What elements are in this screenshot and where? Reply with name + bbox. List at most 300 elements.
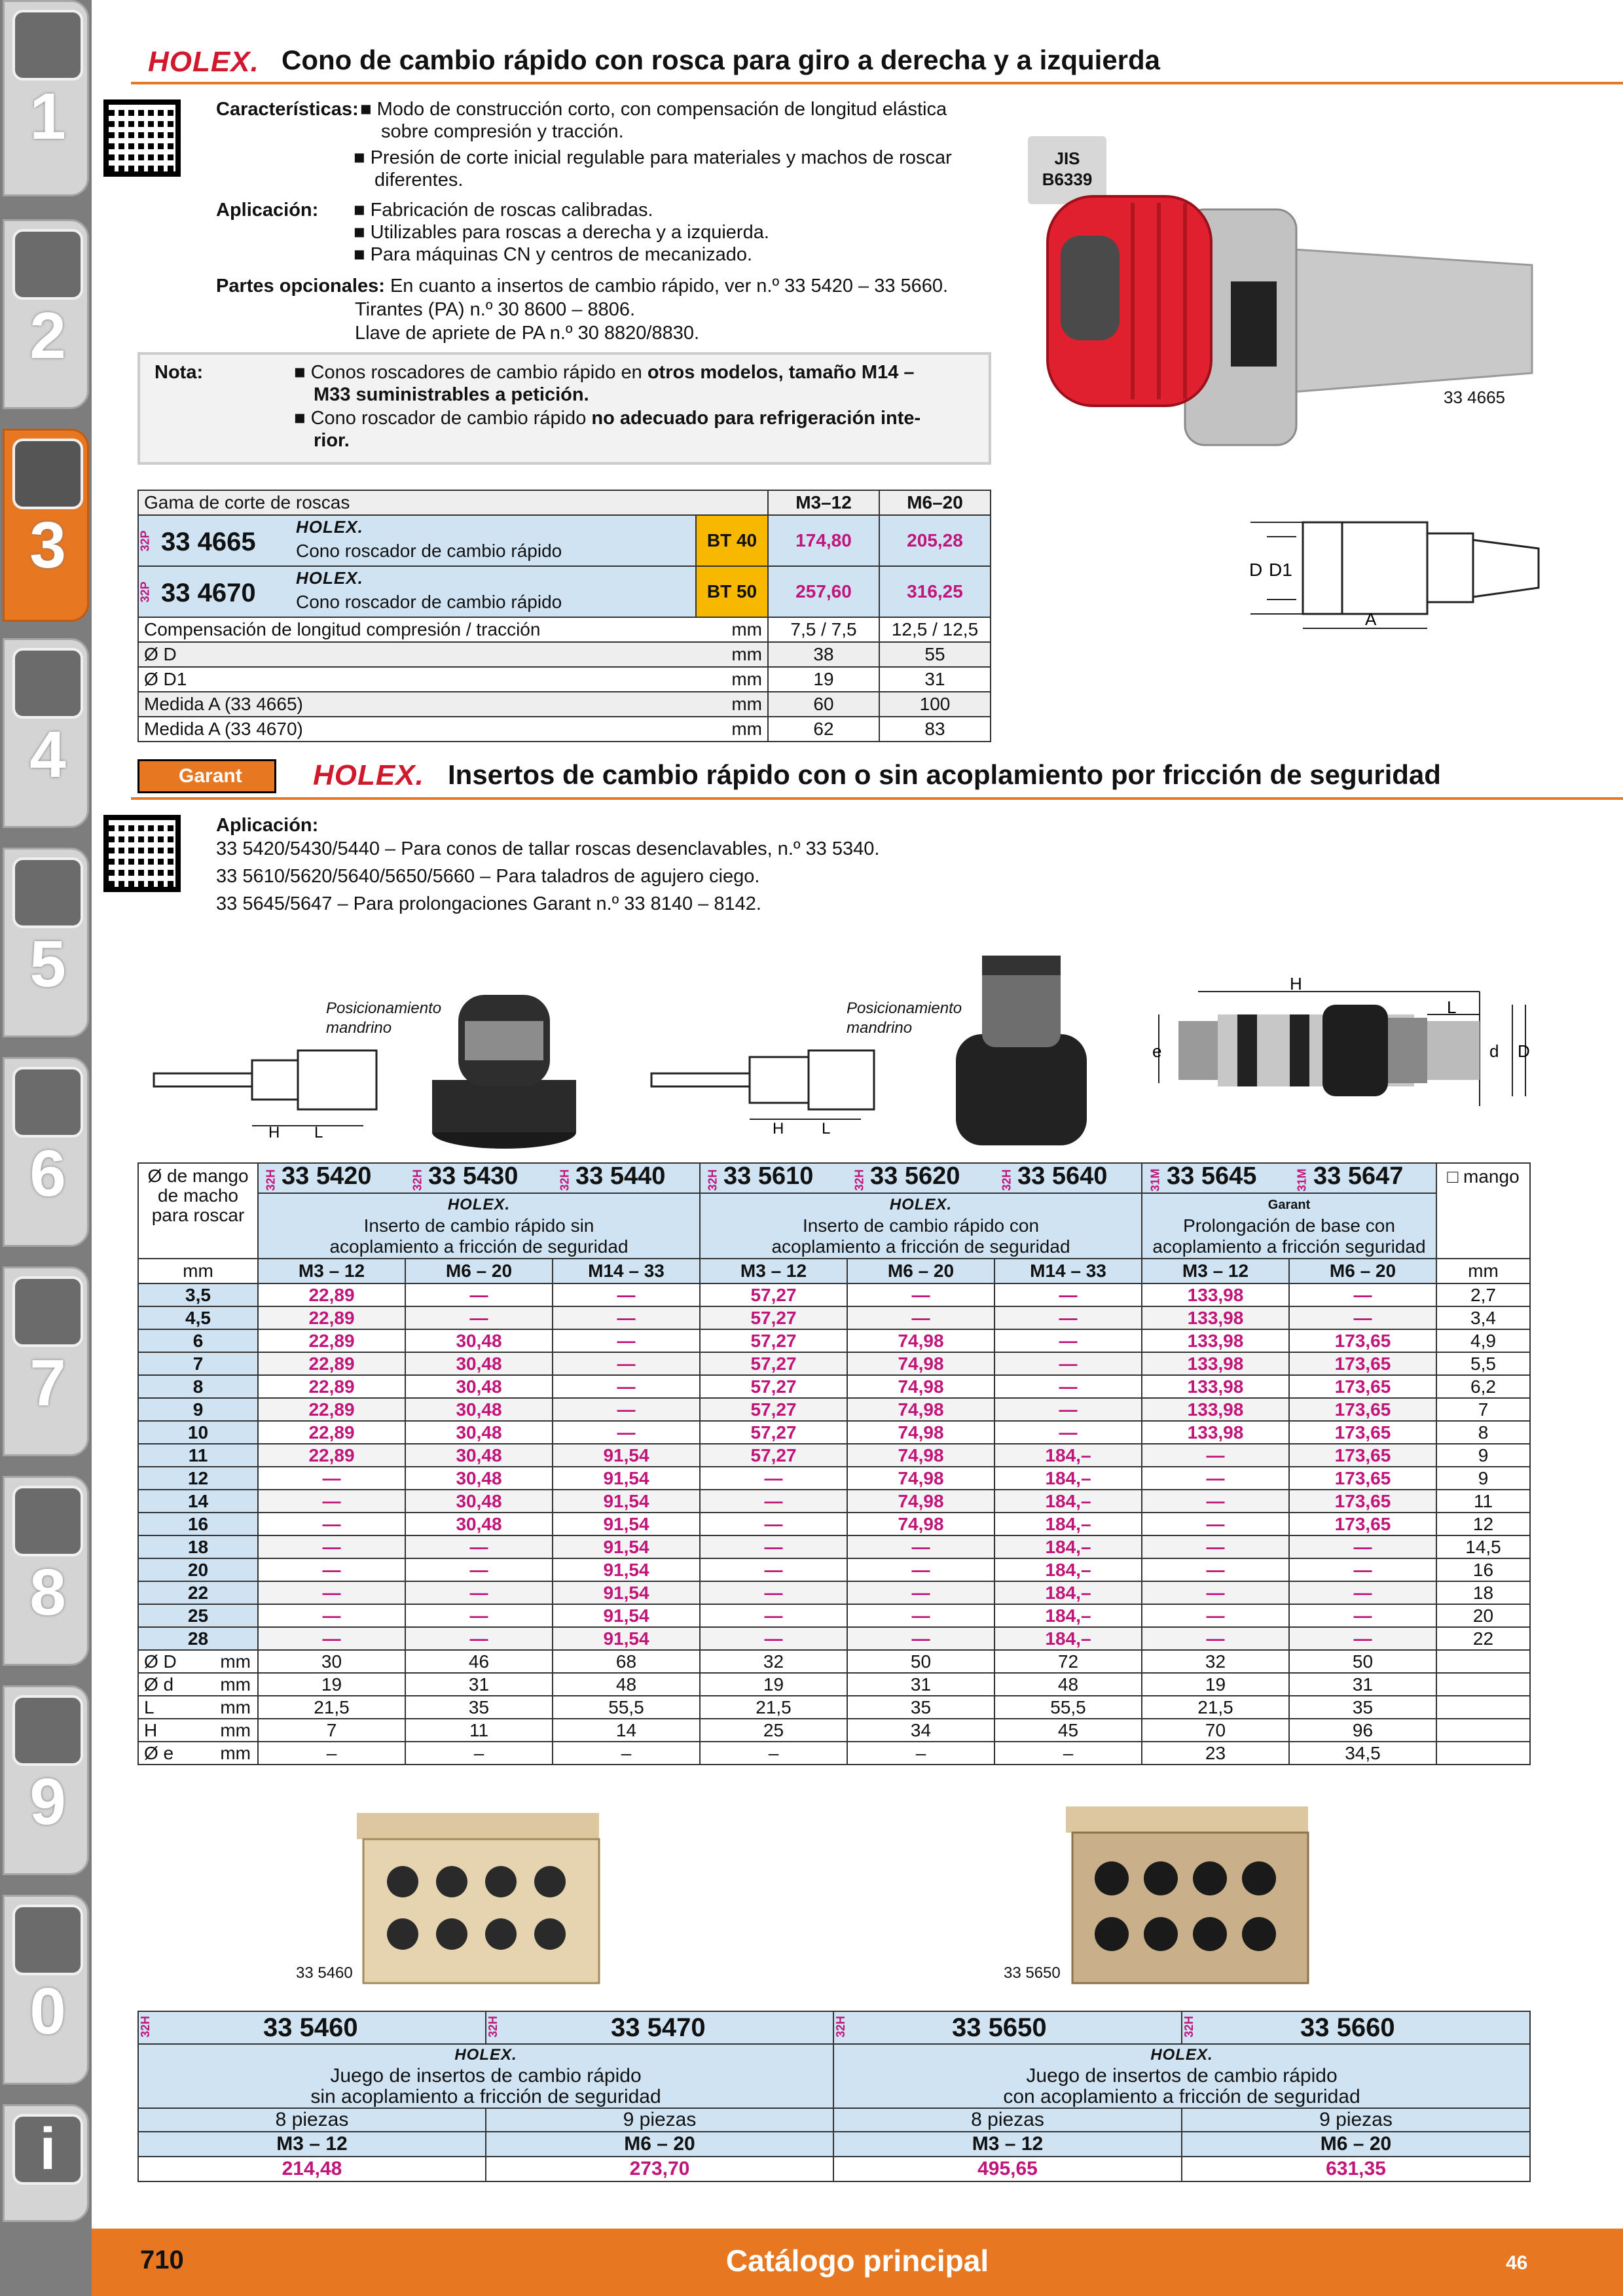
application-line: 33 5420/5430/5440 – Para conos de tallar roscas desenclavables, n.º 33 5340. xyxy=(216,838,880,859)
application-line: ■ Fabricación de roscas calibradas. xyxy=(354,200,653,221)
group-description: HOLEX. Inserto de cambio rápido con acoplamiento a fricción de seguridad xyxy=(700,1193,1142,1259)
chapter-number: 9 xyxy=(29,1765,66,1839)
price: 91,54 xyxy=(553,1558,700,1581)
dimension-value: 45 xyxy=(994,1719,1142,1742)
table-row[interactable] xyxy=(138,1558,1530,1581)
dimension-value: 19 xyxy=(700,1673,847,1696)
chapter-number: 4 xyxy=(29,718,66,791)
price: 74,98 xyxy=(847,1329,994,1352)
application-line: ■ Utilizables para roscas a derecha y a izquierda. xyxy=(354,222,769,243)
price: 173,65 xyxy=(1289,1444,1436,1467)
dimension-value: 35 xyxy=(405,1696,553,1719)
note-line: ■ Cono roscador de cambio rápido no adecuado para refrigeración inte- xyxy=(294,408,921,429)
case-photo-2 xyxy=(1066,1806,1315,1990)
pieces: 8 piezas xyxy=(138,2108,486,2132)
price: 133,98 xyxy=(1142,1352,1289,1375)
svg-text:H: H xyxy=(1290,975,1302,994)
dimension-label: Ø e mm xyxy=(138,1742,258,1765)
price: — xyxy=(258,1604,405,1627)
price: — xyxy=(847,1627,994,1650)
price: 57,27 xyxy=(700,1398,847,1421)
note-line: ■ Conos roscadores de cambio rápido en otros modelos, tamaño M14 – xyxy=(294,362,915,383)
price: 74,98 xyxy=(847,1467,994,1490)
price: 173,65 xyxy=(1289,1421,1436,1444)
price: 57,27 xyxy=(700,1329,847,1352)
price: 174,80 xyxy=(768,515,879,566)
article-code: 32H 33 5420 xyxy=(258,1163,405,1193)
empty-cell xyxy=(1436,1742,1530,1765)
shank-square: 7 xyxy=(1436,1398,1530,1421)
unit-cell: mm xyxy=(1436,1259,1530,1283)
price: 30,48 xyxy=(405,1352,553,1375)
price: 57,27 xyxy=(700,1283,847,1306)
price: — xyxy=(700,1627,847,1650)
price: — xyxy=(553,1352,700,1375)
price: — xyxy=(405,1604,553,1627)
price: 91,54 xyxy=(553,1467,700,1490)
note-line: rior. xyxy=(314,430,350,451)
dimension-value: 34,5 xyxy=(1289,1742,1436,1765)
thread-diameter: 25 xyxy=(138,1604,258,1627)
range-header: M3 – 12 xyxy=(1142,1259,1289,1283)
application-label: Aplicación: xyxy=(216,815,319,836)
price: — xyxy=(553,1283,700,1306)
dimension-value: 72 xyxy=(994,1650,1142,1673)
table-row[interactable] xyxy=(138,1467,1530,1490)
insert-drawing-1 xyxy=(147,1021,390,1139)
price: — xyxy=(258,1467,405,1490)
price: 173,65 xyxy=(1289,1398,1436,1421)
table-header: Gama de corte de roscas xyxy=(138,490,768,515)
pieces: 9 piezas xyxy=(1182,2108,1530,2132)
tap-holder-photo xyxy=(1034,170,1545,458)
dimension-value: 31 xyxy=(1289,1673,1436,1696)
caliper-icon xyxy=(12,648,83,719)
insert-drawing-2 xyxy=(645,1021,887,1139)
price: — xyxy=(258,1535,405,1558)
dimension-label: H mm xyxy=(138,1719,258,1742)
corner-header: Ø de mango de macho para roscar xyxy=(138,1163,258,1259)
price: — xyxy=(847,1581,994,1604)
spec-row: Medida A (33 4670) mm 62 83 xyxy=(138,717,991,742)
price: 91,54 xyxy=(553,1444,700,1467)
price: — xyxy=(1289,1535,1436,1558)
table-row[interactable] xyxy=(138,1421,1530,1444)
dimension-value: 21,5 xyxy=(700,1696,847,1719)
price: 30,48 xyxy=(405,1513,553,1535)
shank-square: 4,9 xyxy=(1436,1329,1530,1352)
application-label: Aplicación: xyxy=(216,200,319,221)
svg-text:L: L xyxy=(1447,997,1457,1017)
price: 22,89 xyxy=(258,1306,405,1329)
table-row[interactable] xyxy=(138,1513,1530,1535)
shank-square: 22 xyxy=(1436,1627,1530,1650)
dimension-value: 21,5 xyxy=(1142,1696,1289,1719)
table-row[interactable] xyxy=(138,1604,1530,1627)
dimension-value: 35 xyxy=(847,1696,994,1719)
group-description: HOLEX. Juego de insertos de cambio rápido con acoplamiento a fricción de seguridad xyxy=(833,2044,1530,2108)
size-badge: BT 50 xyxy=(696,566,768,617)
thread-diameter: 4,5 xyxy=(138,1306,258,1329)
dimension-row xyxy=(138,1673,1530,1696)
svg-text:d: d xyxy=(1489,1041,1499,1061)
pieces: 8 piezas xyxy=(833,2108,1182,2132)
price: 184,– xyxy=(994,1513,1142,1535)
price: — xyxy=(258,1513,405,1535)
chapter-number: 3 xyxy=(29,509,66,582)
price: 22,89 xyxy=(258,1444,405,1467)
pieces: 9 piezas xyxy=(486,2108,833,2132)
price: 133,98 xyxy=(1142,1283,1289,1306)
thread-diameter: 12 xyxy=(138,1467,258,1490)
tap-icon xyxy=(12,439,83,509)
price: — xyxy=(994,1306,1142,1329)
toolset-icon xyxy=(12,1486,83,1556)
price: 30,48 xyxy=(405,1375,553,1398)
price: — xyxy=(405,1535,553,1558)
dimension-value: – xyxy=(553,1742,700,1765)
price: 57,27 xyxy=(700,1352,847,1375)
chapter-tab-7[interactable] xyxy=(3,1266,89,1456)
qr-code-icon[interactable] xyxy=(103,99,181,177)
range-header: M6 – 20 xyxy=(1182,2132,1530,2157)
chapter-tab-4[interactable] xyxy=(3,638,89,828)
dimension-value: 55,5 xyxy=(553,1696,700,1719)
article-code: 33 4670 xyxy=(161,579,256,607)
shank-square: 12 xyxy=(1436,1513,1530,1535)
range-header: M14 – 33 xyxy=(553,1259,700,1283)
table-header: M3–12 xyxy=(768,490,879,515)
price: 91,54 xyxy=(553,1535,700,1558)
extension-drawing xyxy=(1139,975,1545,1132)
product-description: Cono roscador de cambio rápido xyxy=(296,592,562,612)
chapter-tab-9[interactable] xyxy=(3,1685,89,1875)
thread-diameter: 3,5 xyxy=(138,1283,258,1306)
price: — xyxy=(553,1306,700,1329)
chapter-tab-0[interactable] xyxy=(3,1895,89,2085)
price: 30,48 xyxy=(405,1329,553,1352)
price: — xyxy=(994,1421,1142,1444)
price: 184,– xyxy=(994,1604,1142,1627)
drill-icon xyxy=(12,10,83,81)
dimension-value: 14 xyxy=(553,1719,700,1742)
price: — xyxy=(994,1352,1142,1375)
price: — xyxy=(1289,1604,1436,1627)
svg-text:D: D xyxy=(1249,560,1263,580)
price: — xyxy=(847,1604,994,1627)
chapter-number: 8 xyxy=(29,1556,66,1629)
price: — xyxy=(1142,1604,1289,1627)
pliers-icon xyxy=(12,1276,83,1347)
range-header: M3 – 12 xyxy=(258,1259,405,1283)
section-rule xyxy=(131,797,1623,800)
price: — xyxy=(258,1490,405,1513)
dimension-value: 48 xyxy=(994,1673,1142,1696)
note-line: M33 suministrables a petición. xyxy=(314,384,589,405)
range-header: M3 – 12 xyxy=(700,1259,847,1283)
section-rule xyxy=(131,82,1623,84)
section2-title: Insertos de cambio rápido con o sin acoplamiento por fricción de seguridad xyxy=(448,759,1441,790)
price: — xyxy=(994,1329,1142,1352)
article-code: 32H 33 5460 xyxy=(138,2011,486,2044)
dimension-value: 50 xyxy=(847,1650,994,1673)
chapter-number: 2 xyxy=(29,299,66,372)
price: 74,98 xyxy=(847,1444,994,1467)
price: — xyxy=(553,1329,700,1352)
dimension-value: 46 xyxy=(405,1650,553,1673)
chapter-tab-5[interactable] xyxy=(3,848,89,1037)
optional-line: Llave de apriete de PA n.º 30 8820/8830. xyxy=(355,323,700,344)
footer-index: 46 xyxy=(1506,2252,1528,2274)
positioning-label: Posicionamiento mandrino xyxy=(847,999,962,1037)
shank-square: 9 xyxy=(1436,1444,1530,1467)
table-row[interactable] xyxy=(138,1490,1530,1513)
svg-text:D1: D1 xyxy=(1269,560,1292,580)
table-row[interactable] xyxy=(138,1352,1530,1375)
price: 316,25 xyxy=(879,566,991,617)
table-row[interactable] xyxy=(138,1306,1530,1329)
range-header: M3 – 12 xyxy=(833,2132,1182,2157)
price: 173,65 xyxy=(1289,1490,1436,1513)
range-header: M14 – 33 xyxy=(994,1259,1142,1283)
price: — xyxy=(700,1467,847,1490)
price: — xyxy=(1289,1306,1436,1329)
chapter-number: 5 xyxy=(29,927,66,1001)
table-row[interactable] xyxy=(138,1283,1530,1306)
table-row[interactable] xyxy=(138,1581,1530,1604)
dimension-value: 23 xyxy=(1142,1742,1289,1765)
thread-diameter: 10 xyxy=(138,1421,258,1444)
price: — xyxy=(553,1375,700,1398)
insert-photo-1 xyxy=(419,982,589,1152)
dimension-value: 30 xyxy=(258,1650,405,1673)
table-row[interactable] xyxy=(138,566,991,617)
section1-title: Cono de cambio rápido con rosca para giro a derecha y a izquierda xyxy=(282,45,1161,75)
table-row[interactable] xyxy=(138,1444,1530,1467)
price: 57,27 xyxy=(700,1306,847,1329)
table-row[interactable] xyxy=(138,1627,1530,1650)
price: 184,– xyxy=(994,1467,1142,1490)
price: — xyxy=(847,1558,994,1581)
empty-cell xyxy=(1436,1696,1530,1719)
dimension-value: 31 xyxy=(847,1673,994,1696)
shank-square: 16 xyxy=(1436,1558,1530,1581)
svg-text:A: A xyxy=(1365,609,1377,629)
price: 173,65 xyxy=(1289,1467,1436,1490)
empty-cell xyxy=(1436,1650,1530,1673)
price: 133,98 xyxy=(1142,1375,1289,1398)
price: 173,65 xyxy=(1289,1375,1436,1398)
spec-row: Medida A (33 4665) mm 60 100 xyxy=(138,692,991,717)
thread-diameter: 11 xyxy=(138,1444,258,1467)
price: 133,98 xyxy=(1142,1421,1289,1444)
price: — xyxy=(1142,1490,1289,1513)
chapter-tab-2[interactable] xyxy=(3,219,89,409)
price: 74,98 xyxy=(847,1398,994,1421)
product-table-1 xyxy=(137,490,991,742)
article-code: 32H 33 5470 xyxy=(486,2011,833,2044)
dimension-row xyxy=(138,1742,1530,1765)
price: — xyxy=(405,1283,553,1306)
dimension-value: 68 xyxy=(553,1650,700,1673)
article-code: 31M 33 5645 xyxy=(1142,1163,1289,1193)
chapter-tab-3[interactable] xyxy=(3,429,89,622)
holex-logo: HOLEX. xyxy=(313,759,424,791)
page-footer xyxy=(92,2229,1623,2296)
application-line: 33 5610/5620/5640/5650/5660 – Para taladros de agujero ciego. xyxy=(216,866,760,887)
shank-square-header: □ mango xyxy=(1436,1163,1530,1259)
price: 273,70 xyxy=(486,2157,833,2181)
price: — xyxy=(553,1421,700,1444)
price: — xyxy=(847,1306,994,1329)
price: — xyxy=(1142,1558,1289,1581)
price: 30,48 xyxy=(405,1444,553,1467)
price: 184,– xyxy=(994,1535,1142,1558)
price: 22,89 xyxy=(258,1421,405,1444)
price: 133,98 xyxy=(1142,1398,1289,1421)
price: — xyxy=(1289,1558,1436,1581)
table-row[interactable] xyxy=(138,515,991,566)
chapter-tab-1[interactable] xyxy=(3,0,89,196)
price: 74,98 xyxy=(847,1490,994,1513)
sets-table xyxy=(137,2011,1531,2182)
insert-icon xyxy=(12,229,83,300)
dimension-value: – xyxy=(994,1742,1142,1765)
dimension-value: 70 xyxy=(1142,1719,1289,1742)
chapter-sidebar xyxy=(0,0,92,2296)
article-code: 32H 33 5620 xyxy=(847,1163,994,1193)
size-badge: BT 40 xyxy=(696,515,768,566)
dimension-value: 32 xyxy=(1142,1650,1289,1673)
price: 74,98 xyxy=(847,1421,994,1444)
thread-diameter: 9 xyxy=(138,1398,258,1421)
dimension-value: 19 xyxy=(1142,1673,1289,1696)
dimension-label: Ø d mm xyxy=(138,1673,258,1696)
table-header: M6–20 xyxy=(879,490,991,515)
price: 91,54 xyxy=(553,1627,700,1650)
chapter-number: 1 xyxy=(29,80,66,153)
garant-logo: Garant xyxy=(137,759,276,793)
thread-diameter: 20 xyxy=(138,1558,258,1581)
chapter-tab-6[interactable] xyxy=(3,1057,89,1247)
feature-line: sobre compresión y tracción. xyxy=(381,121,624,142)
table-row[interactable] xyxy=(138,1398,1530,1421)
price: 184,– xyxy=(994,1558,1142,1581)
price: 495,65 xyxy=(833,2157,1182,2181)
price: — xyxy=(700,1490,847,1513)
group-description: HOLEX. Juego de insertos de cambio rápido sin acoplamiento a fricción de seguridad xyxy=(138,2044,833,2108)
price: — xyxy=(700,1581,847,1604)
thread-diameter: 22 xyxy=(138,1581,258,1604)
product-description: Cono roscador de cambio rápido xyxy=(296,541,562,561)
feature-line: ■ Presión de corte inicial regulable para materiales y machos de roscar xyxy=(354,147,952,168)
dimension-value: 7 xyxy=(258,1719,405,1742)
price: 173,65 xyxy=(1289,1352,1436,1375)
dimension-value: 96 xyxy=(1289,1719,1436,1742)
chapter-tab-8[interactable] xyxy=(3,1476,89,1666)
price: 91,54 xyxy=(553,1513,700,1535)
group-description: HOLEX. Inserto de cambio rápido sin acoplamiento a fricción de seguridad xyxy=(258,1193,700,1259)
holex-logo: HOLEX. xyxy=(148,46,259,78)
jis-badge: JIS B6339 xyxy=(1028,136,1106,204)
chapter-tab-info[interactable] xyxy=(3,2104,89,2222)
price: 57,27 xyxy=(700,1375,847,1398)
thread-diameter: 28 xyxy=(138,1627,258,1650)
range-header: M3 – 12 xyxy=(138,2132,486,2157)
price: 22,89 xyxy=(258,1283,405,1306)
table-row[interactable] xyxy=(138,1375,1530,1398)
dimension-value: 50 xyxy=(1289,1650,1436,1673)
price: 631,35 xyxy=(1182,2157,1530,2181)
price: 22,89 xyxy=(258,1375,405,1398)
chapter-number: 0 xyxy=(29,1975,66,2048)
table-row[interactable] xyxy=(138,1329,1530,1352)
dimension-value: – xyxy=(847,1742,994,1765)
qr-code-icon[interactable] xyxy=(103,815,181,892)
price: 184,– xyxy=(994,1581,1142,1604)
price: — xyxy=(405,1627,553,1650)
inserts-table xyxy=(137,1162,1531,1765)
price: 30,48 xyxy=(405,1490,553,1513)
price: — xyxy=(258,1558,405,1581)
application-line: ■ Para máquinas CN y centros de mecanizado. xyxy=(354,244,753,265)
dimension-value: 31 xyxy=(405,1673,553,1696)
chapter-number: 7 xyxy=(29,1346,66,1420)
price: 91,54 xyxy=(553,1490,700,1513)
svg-text:L: L xyxy=(314,1124,323,1139)
feature-line: ■ Modo de construcción corto, con compensación de longitud elástica xyxy=(360,99,947,120)
price: — xyxy=(405,1306,553,1329)
optional-line: Partes opcionales: En cuanto a insertos de cambio rápido, ver n.º 33 5420 – 33 5660. xyxy=(216,276,949,296)
spec-row: Compensación de longitud compresión / tracción mm 7,5 / 7,5 12,5 / 12,5 xyxy=(138,617,991,642)
price: 22,89 xyxy=(258,1329,405,1352)
shank-square: 6,2 xyxy=(1436,1375,1530,1398)
table-row[interactable] xyxy=(138,1535,1530,1558)
svg-text:H: H xyxy=(268,1124,280,1139)
thread-diameter: 16 xyxy=(138,1513,258,1535)
price: — xyxy=(1142,1535,1289,1558)
shank-square: 5,5 xyxy=(1436,1352,1530,1375)
shank-square: 3,4 xyxy=(1436,1306,1530,1329)
optional-line: Tirantes (PA) n.º 30 8600 – 8806. xyxy=(355,299,636,320)
dimension-value: 19 xyxy=(258,1673,405,1696)
dimension-row xyxy=(138,1719,1530,1742)
price: 22,89 xyxy=(258,1398,405,1421)
case-photo-1 xyxy=(357,1813,606,1990)
dimension-value: 25 xyxy=(700,1719,847,1742)
safety-glasses-icon xyxy=(12,1905,83,1975)
price: 74,98 xyxy=(847,1375,994,1398)
shank-square: 11 xyxy=(1436,1490,1530,1513)
price: — xyxy=(1142,1513,1289,1535)
note-label: Nota: xyxy=(155,362,204,383)
dimension-value: 34 xyxy=(847,1719,994,1742)
article-code: 33 4665 xyxy=(161,528,256,556)
price: 30,48 xyxy=(405,1398,553,1421)
dimension-value: – xyxy=(700,1742,847,1765)
info-icon: i xyxy=(12,2114,83,2185)
article-code: 32H 33 5610 xyxy=(700,1163,847,1193)
price: — xyxy=(700,1513,847,1535)
price: 22,89 xyxy=(258,1352,405,1375)
price: 91,54 xyxy=(553,1581,700,1604)
dimension-value: 32 xyxy=(700,1650,847,1673)
price: 257,60 xyxy=(768,566,879,617)
dimension-row xyxy=(138,1696,1530,1719)
article-code: 32H 33 5430 xyxy=(405,1163,553,1193)
range-header: M6 – 20 xyxy=(486,2132,833,2157)
insert-photo-2 xyxy=(943,949,1100,1152)
